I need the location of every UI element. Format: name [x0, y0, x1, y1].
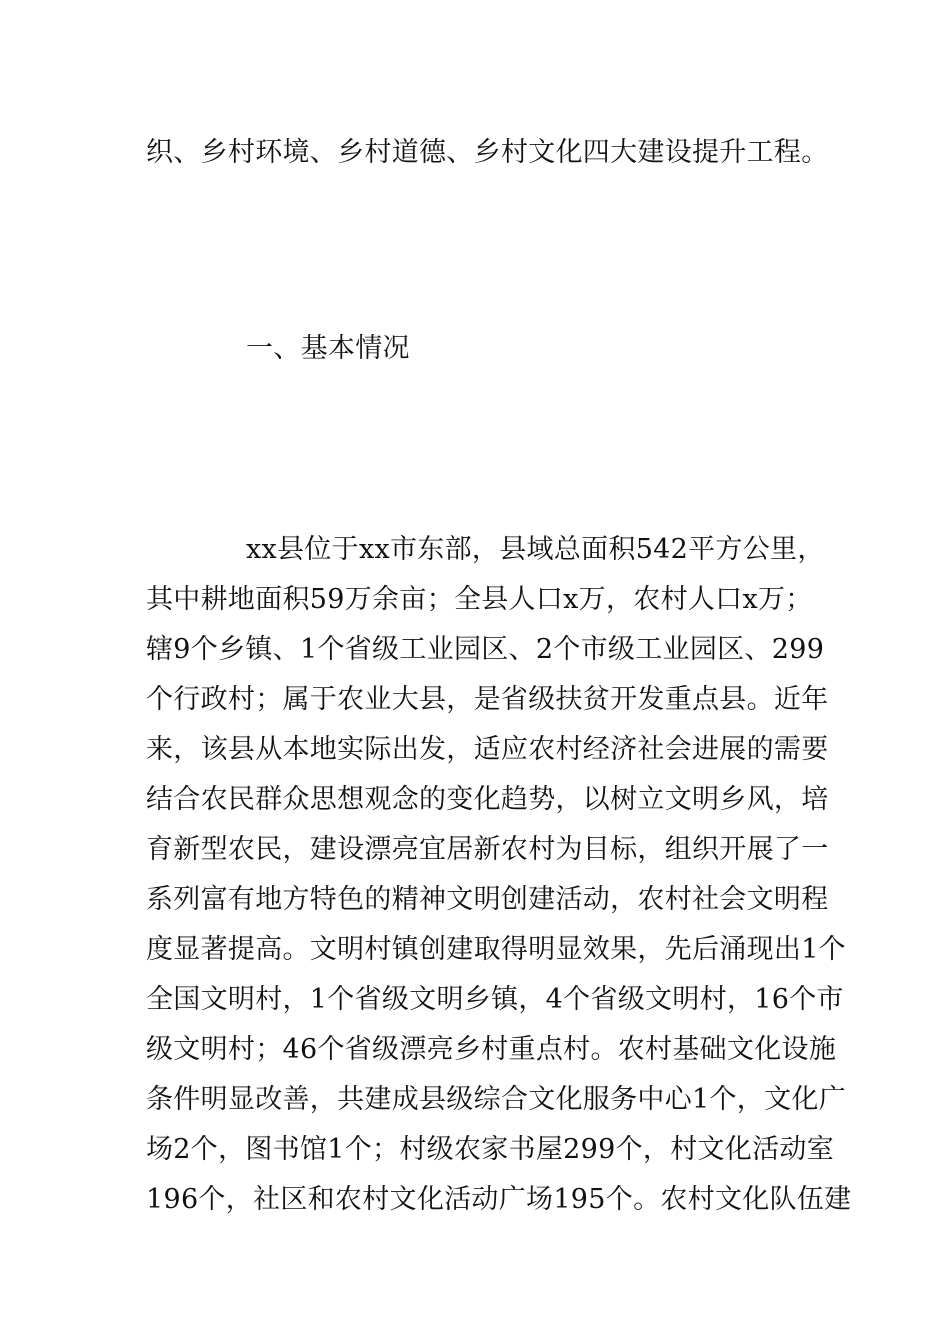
paragraph-line: xx县位于xx市东部，县域总面积542平方公里，: [246, 534, 825, 565]
continuation-line: 织、乡村环境、乡村道德、乡村文化四大建设提升工程。: [146, 137, 829, 168]
section-heading: 一、基本情况: [246, 333, 410, 364]
paragraph-line: 系列富有地方特色的精神文明创建活动，农村社会文明程: [146, 884, 829, 915]
paragraph-line: 个行政村；属于农业大县，是省级扶贫开发重点县。近年: [146, 684, 829, 715]
paragraph-line: 场2个，图书馆1个；村级农家书屋299个，村文化活动室: [146, 1134, 834, 1165]
paragraph-line: 全国文明村，1个省级文明乡镇，4个省级文明村，16个市: [146, 984, 844, 1015]
paragraph-line: 辖9个乡镇、1个省级工业园区、2个市级工业园区、299: [146, 634, 825, 665]
paragraph-line: 来，该县从本地实际出发，适应农村经济社会进展的需要: [146, 734, 829, 765]
paragraph-line: 育新型农民，建设漂亮宜居新农村为目标，组织开展了一: [146, 834, 829, 865]
paragraph-line: 度显著提高。文明村镇创建取得明显效果，先后涌现出1个: [146, 934, 846, 965]
paragraph-line: 级文明村；46个省级漂亮乡村重点村。农村基础文化设施: [146, 1034, 837, 1065]
paragraph-line: 条件明显改善，共建成县级综合文化服务中心1个，文化广: [146, 1084, 846, 1115]
paragraph-line: 结合农民群众思想观念的变化趋势，以树立文明乡风，培: [146, 784, 829, 815]
paragraph-line: 其中耕地面积59万余亩；全县人口x万，农村人口x万；: [146, 584, 813, 615]
paragraph-line: 196个，社区和农村文化活动广场195个。农村文化队伍建: [146, 1184, 852, 1215]
